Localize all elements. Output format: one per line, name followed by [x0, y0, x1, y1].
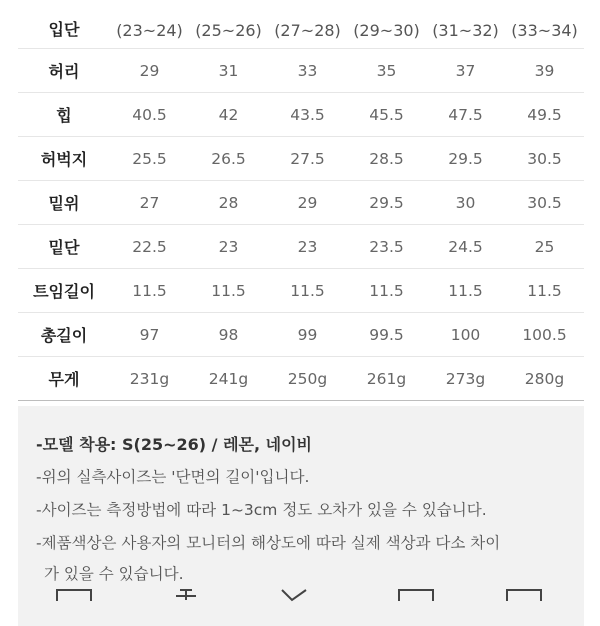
size-column-header: (33~34)	[505, 0, 584, 49]
table-cell: 25	[505, 225, 584, 269]
table-cell: 22.5	[110, 225, 189, 269]
table-row	[18, 137, 584, 181]
table-cell: 30.5	[505, 181, 584, 225]
row-label: 밑위	[18, 181, 110, 225]
table-cell: 11.5	[505, 269, 584, 313]
table-cell: 280g	[505, 357, 584, 401]
table-cell: 11.5	[189, 269, 268, 313]
table-cell: 29.5	[347, 181, 426, 225]
table-row	[18, 225, 584, 269]
table-cell: 241g	[189, 357, 268, 401]
table-cell: 30	[426, 181, 505, 225]
table-cell: 37	[426, 49, 505, 93]
table-cell: 39	[505, 49, 584, 93]
size-column-header: (25~26)	[189, 0, 268, 49]
table-cell: 30.5	[505, 137, 584, 181]
table-cell: 11.5	[268, 269, 347, 313]
table-cell: 45.5	[347, 93, 426, 137]
table-cell: 261g	[347, 357, 426, 401]
table-cell: 100.5	[505, 313, 584, 357]
row-label: 무게	[18, 357, 110, 401]
table-cell: 35	[347, 49, 426, 93]
color-note: -제품색상은 사용자의 모니터의 해상도에 따라 실제 색상과 다소 차이	[36, 534, 501, 552]
table-cell: 11.5	[347, 269, 426, 313]
row-label: 밑단	[18, 225, 110, 269]
table-cell: 33	[268, 49, 347, 93]
table-cell: 27.5	[268, 137, 347, 181]
row-label: 힙	[18, 93, 110, 137]
row-label: 허벅지	[18, 137, 110, 181]
table-cell: 29	[268, 181, 347, 225]
size-column-header: (23~24)	[110, 0, 189, 49]
table-row	[18, 181, 584, 225]
table-row	[18, 269, 584, 313]
tolerance-note: -사이즈는 측정방법에 따라 1~3cm 정도 오차가 있을 수 있습니다.	[36, 501, 487, 519]
row-label: 총길이	[18, 313, 110, 357]
table-cell: 231g	[110, 357, 189, 401]
size-column-header: (31~32)	[426, 0, 505, 49]
size-column-header: (29~30)	[347, 0, 426, 49]
table-cell: 97	[110, 313, 189, 357]
table-row	[18, 357, 584, 401]
table-cell: 27	[110, 181, 189, 225]
size-corner-label: 입단	[18, 0, 110, 49]
table-cell: 40.5	[110, 93, 189, 137]
table-cell: 23	[189, 225, 268, 269]
table-cell: 98	[189, 313, 268, 357]
table-cell: 23.5	[347, 225, 426, 269]
table-cell: 250g	[268, 357, 347, 401]
table-cell: 28.5	[347, 137, 426, 181]
size-header-row	[18, 0, 584, 49]
table-cell: 42	[189, 93, 268, 137]
table-cell: 28	[189, 181, 268, 225]
table-cell: 31	[189, 49, 268, 93]
row-label: 트임길이	[18, 269, 110, 313]
size-table	[18, 0, 584, 401]
table-cell: 99.5	[347, 313, 426, 357]
table-cell: 24.5	[426, 225, 505, 269]
table-cell: 11.5	[426, 269, 505, 313]
table-cell: 49.5	[505, 93, 584, 137]
table-row	[18, 49, 584, 93]
table-cell: 47.5	[426, 93, 505, 137]
table-row	[18, 93, 584, 137]
table-cell: 29.5	[426, 137, 505, 181]
table-cell: 99	[268, 313, 347, 357]
table-cell: 29	[110, 49, 189, 93]
table-cell: 26.5	[189, 137, 268, 181]
measurement-note: -위의 실측사이즈는 '단면의 길이'입니다.	[36, 468, 310, 486]
table-cell: 273g	[426, 357, 505, 401]
care-icons-row	[0, 588, 600, 608]
table-cell: 11.5	[110, 269, 189, 313]
model-fit-note: -모델 착용: S(25~26) / 레몬, 네이비	[36, 435, 313, 454]
table-cell: 23	[268, 225, 347, 269]
color-note-continued: 가 있을 수 있습니다.	[44, 565, 184, 583]
table-row	[18, 313, 584, 357]
size-column-header: (27~28)	[268, 0, 347, 49]
table-cell: 43.5	[268, 93, 347, 137]
table-cell: 25.5	[110, 137, 189, 181]
table-cell: 100	[426, 313, 505, 357]
row-label: 허리	[18, 49, 110, 93]
